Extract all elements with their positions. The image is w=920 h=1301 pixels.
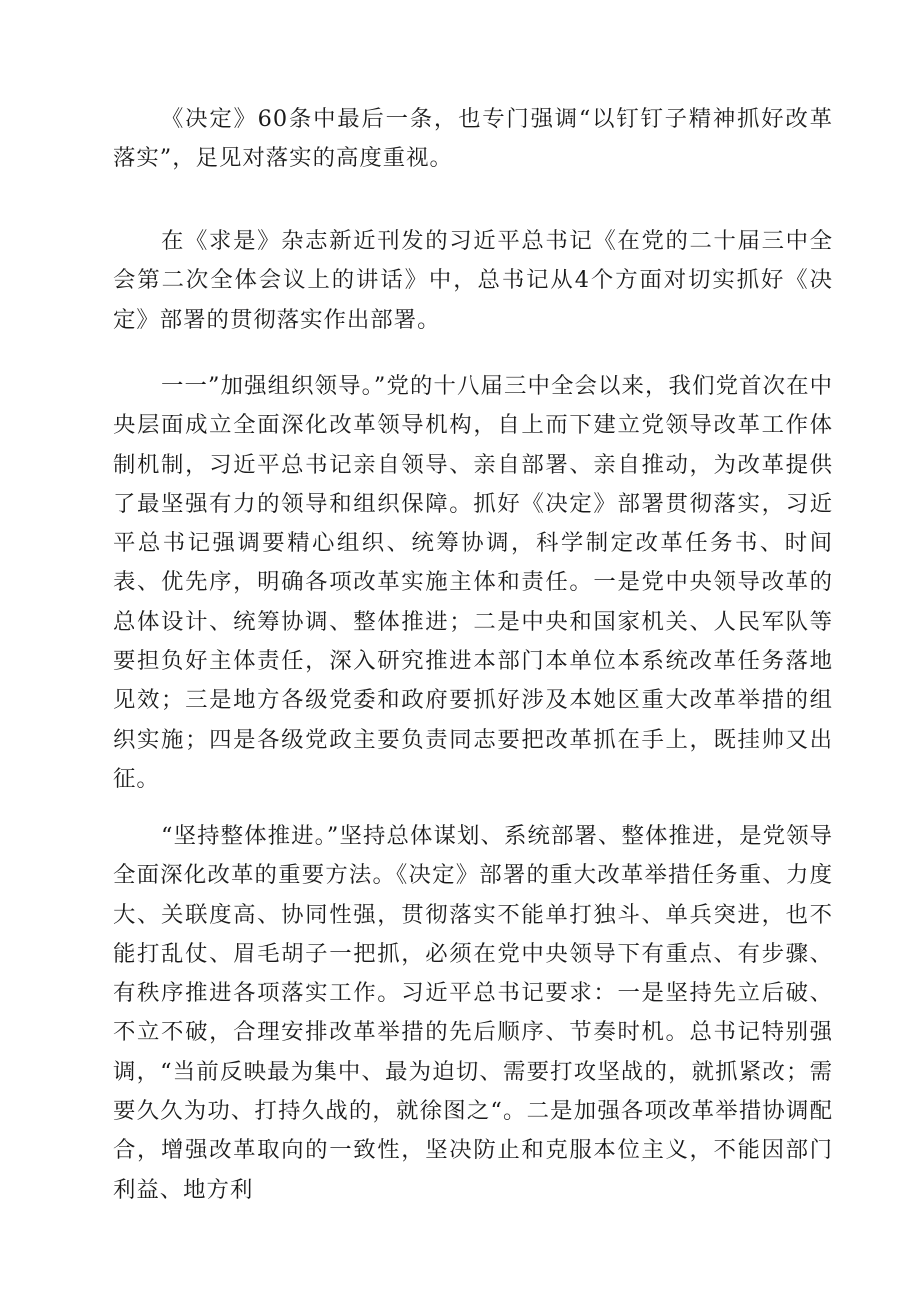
paragraph-1: 《决定》60条中最后一条，也专门强调“以钉钉子精神抓好改革落实”，足见对落实的高度重视。 — [113, 106, 833, 172]
paragraph-2: 在《求是》杂志新近刊发的习近平总书记《在党的二十届三中全会第二次全体会议上的讲话》中，总书记从4个方面对切实抓好《决定》部署的贯彻落实作出部署。 — [113, 228, 833, 333]
paragraph-3: 一一”加强组织领导。”党的十八届三中全会以来，我们党首次在中央层面成立全面深化改革领导机构，自上而下建立党领导改革工作体制机制，习近平总书记亲自领导、亲自部署、亲自推动，为改革提供了最坚强有力的领导和组织保障。抓好《决定》部署贯彻落实，习近平总书记强调要精心组织、统筹协调，科学制定改革任务书、时间表、优先序，明确各项改革实施主体和责任。一是党中央领导改革的总体设计、统筹协调、整体推进；二是中央和国家机关、人民军队等要担负好主体责任，深入研究推进本部门本单位本系统改革任务落地见效；三是地方各级党委和政府要抓好涉及本她区重大改革举措的组织实施；四是各级党政主要负责同志要把改革抓在手上，既挂帅又出征。 — [113, 373, 833, 792]
paragraph-4: “坚持整体推进。”坚持总体谋划、系统部署、整体推进，是党领导全面深化改革的重要方法。《决定》部署的重大改革举措任务重、力度大、关联度高、协同性强，贯彻落实不能单打独斗、单兵突进，也不能打乱仗、眉毛胡子一把抓，必须在党中央领导下有重点、有步骤、有秩序推进各项落实工作。习近平总书记要求：一是坚持先立后破、不立不破，合理安排改革举措的先后顺序、节奏时机。总书记特别强调，“当前反映最为集中、最为迫切、需要打攻坚战的，就抓紧改；需要久久为功、打持久战的，就徐图之“。二是加强各项改革举措协调配合，增强改革取向的一致性，坚决防止和克服本位主义，不能因部门利益、地方利 — [113, 823, 833, 1203]
